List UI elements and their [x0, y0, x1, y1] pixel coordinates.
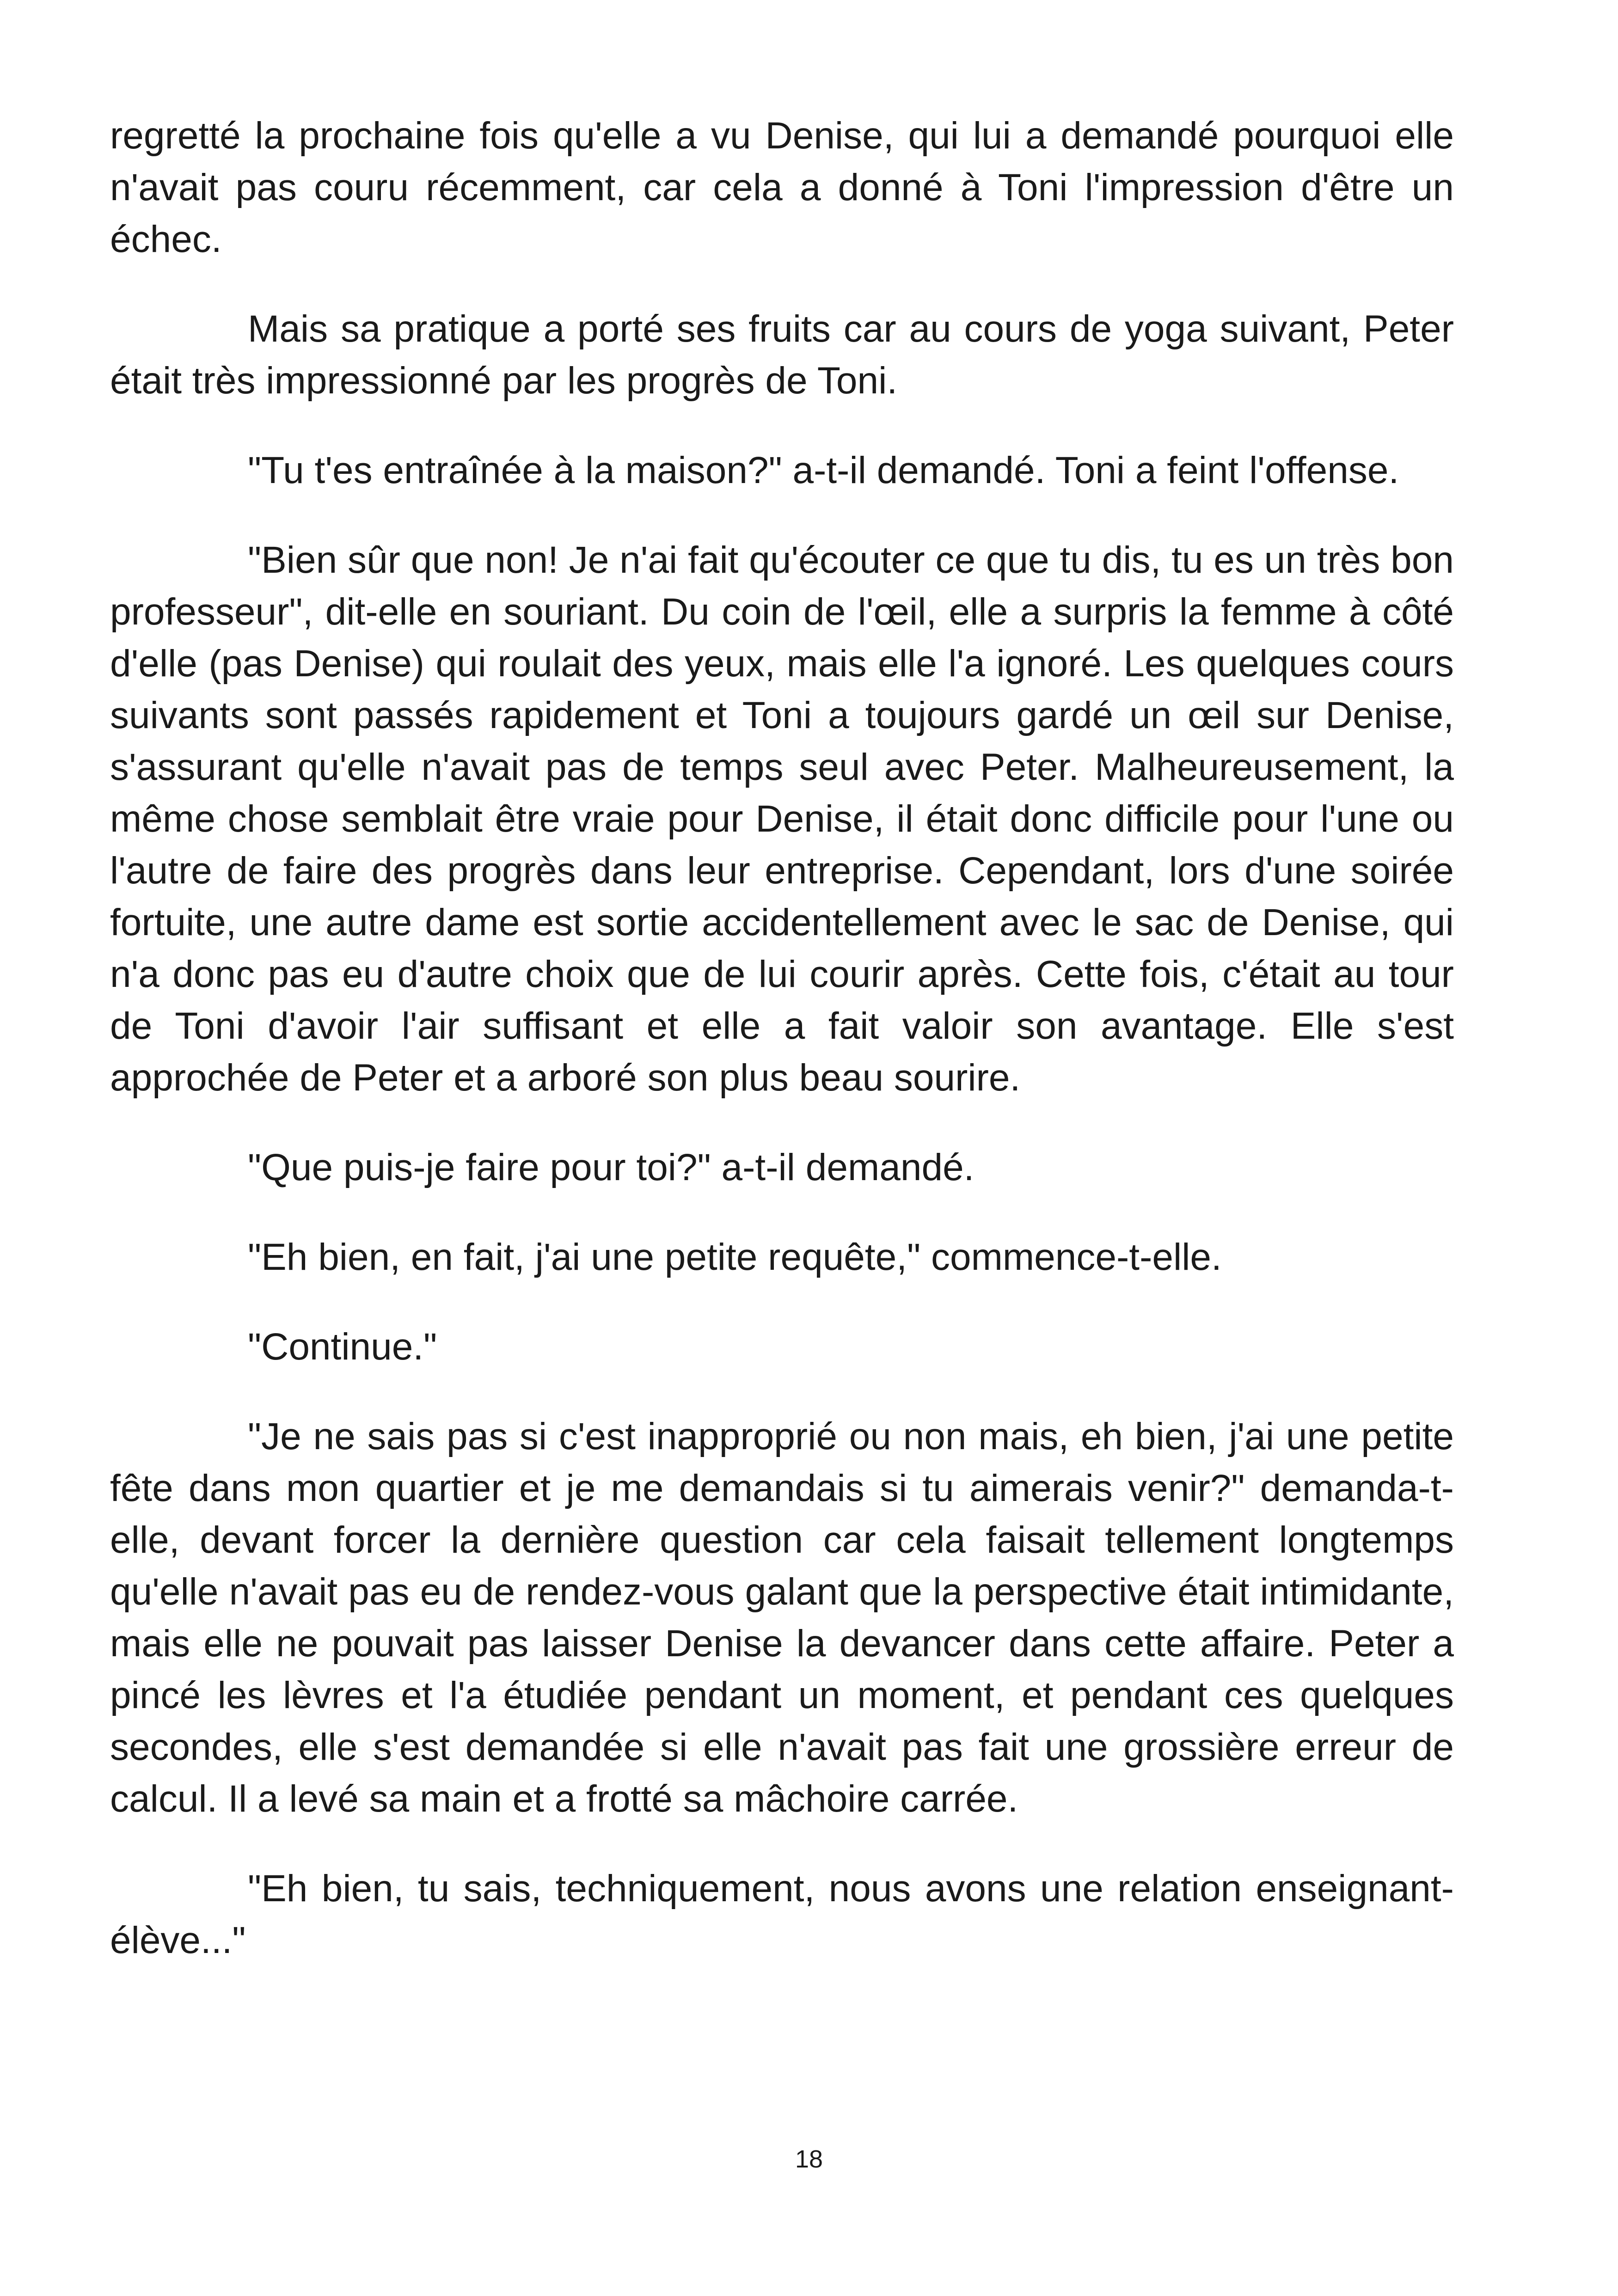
dialogue-paragraph: "Eh bien, en fait, j'ai une petite requête," commence-t-elle. [248, 1236, 1222, 1278]
dialogue-paragraph: "Bien sûr que non! Je n'ai fait qu'écouter ce que tu dis, tu es un très bon professeur", dit-elle en souriant. Du coin de l'œil, elle a surpris la femme à côté d'elle (pas Denise) qui roulait des yeux, mais elle l'a ignoré. Les quelques cours suivants sont passés rapidement et Toni a toujours gardé un œil sur Denise, s'assurant qu'elle n'avait pas de temps seul avec Peter. Malheureusement, la même chose semblait être vraie pour Denise, il était donc difficile pour l'une ou l'autre de faire des progrès dans leur entreprise. Cependant, lors d'une soirée fortuite, une autre dame est sortie accidentellement avec le sac de Denise, qui n'a donc pas eu d'autre choix que de lui courir après. Cette fois, c'était au tour de Toni d'avoir l'air suffisant et elle a fait valoir son avantage. Elle s'est approchée de Peter et a arboré son plus beau sourire. [110, 539, 1454, 1099]
paragraph: Mais sa pratique a porté ses fruits car au cours de yoga suivant, Peter était très impressionné par les progrès de Toni. [110, 308, 1454, 402]
paragraph-continuation: regretté la prochaine fois qu'elle a vu Denise, qui lui a demandé pourquoi elle n'avait pas couru récemment, car cela a donné à Toni l'impression d'être un échec. [110, 115, 1454, 260]
dialogue-paragraph: "Je ne sais pas si c'est inapproprié ou non mais, eh bien, j'ai une petite fête dans mon quartier et je me demandais si tu aimerais venir?" demanda-t-elle, devant forcer la dernière question car cela faisait tellement longtemps qu'elle n'avait pas eu de rendez-vous galant que la perspective était intimidante, mais elle ne pouvait pas laisser Denise la devancer dans cette affaire. Peter a pincé les lèvres et l'a étudiée pendant un moment, et pendant ces quelques secondes, elle s'est demandée si elle n'avait pas fait une grossière erreur de calcul. Il a levé sa main et a frotté sa mâchoire carrée. [110, 1415, 1454, 1820]
dialogue-paragraph: "Tu t'es entraînée à la maison?" a-t-il demandé. Toni a feint l'offense. [248, 449, 1399, 491]
body-text [110, 110, 1454, 2004]
dialogue-paragraph: "Eh bien, tu sais, techniquement, nous avons une relation enseignant-élève..." [110, 1867, 1454, 1961]
dialogue-paragraph: "Que puis-je faire pour toi?" a-t-il demandé. [248, 1146, 974, 1188]
dialogue-paragraph: "Continue." [248, 1326, 437, 1368]
page-number: 18 [795, 2145, 823, 2173]
